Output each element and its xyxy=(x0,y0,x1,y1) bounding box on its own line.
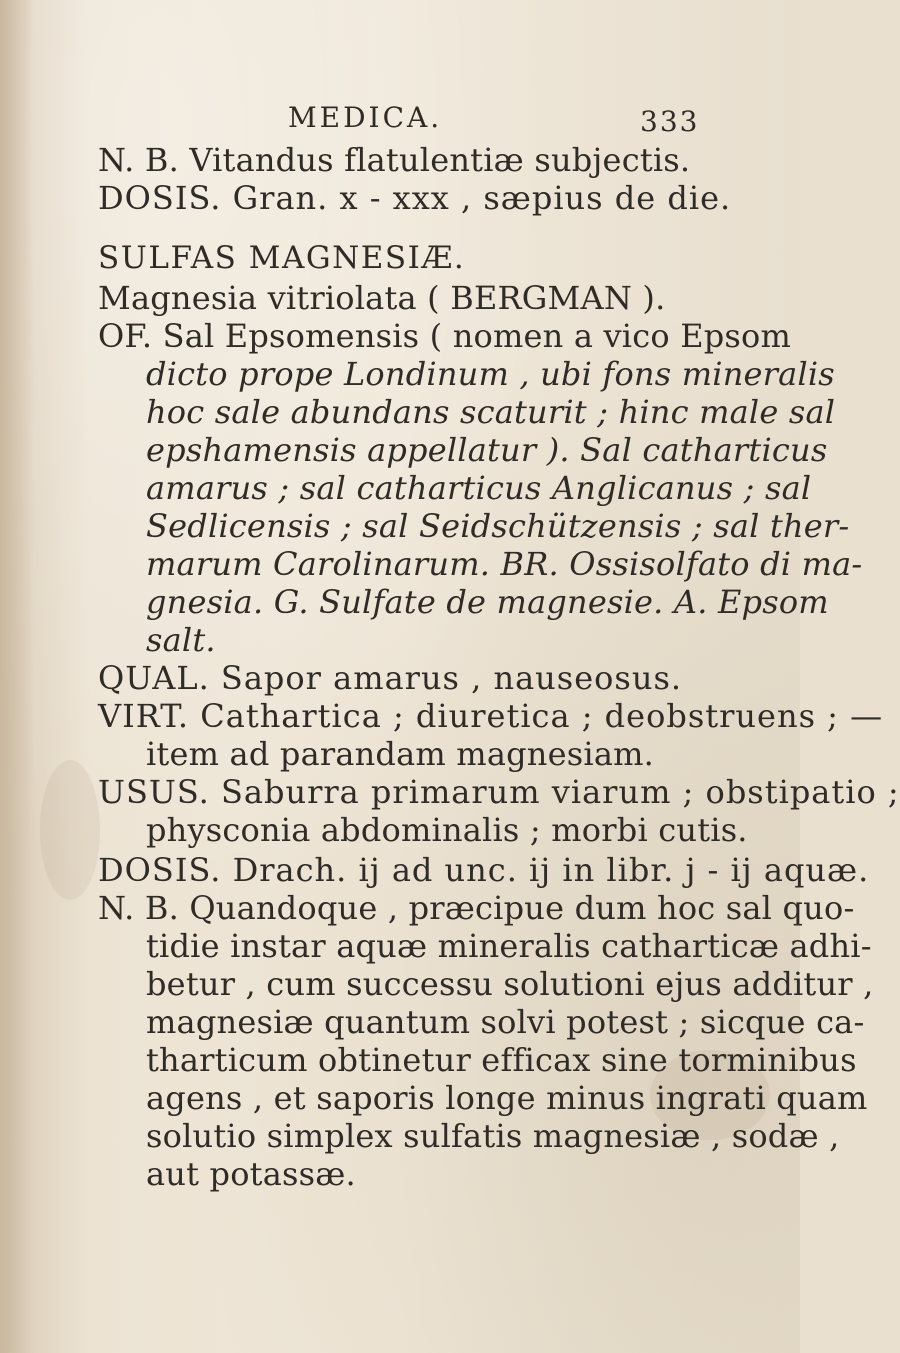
nb-line-1: N. B. Vitandus flatulentiæ subjectis. xyxy=(98,141,691,179)
nota-line-1: N. B. Quandoque , præcipue dum hoc sal quo- xyxy=(98,889,855,927)
officinal-line-6: Sedlicensis ; sal Seidschützensis ; sal ther- xyxy=(146,507,850,545)
officinal-line-7: marum Carolinarum. BR. Ossisolfato di ma- xyxy=(146,545,863,583)
synonym-line: Magnesia vitriolata ( BERGMAN ). xyxy=(98,279,666,317)
officinal-line-1: OF. Sal Epsomensis ( nomen a vico Epsom xyxy=(98,317,792,355)
section-heading: SULFAS MAGNESIÆ. xyxy=(98,240,466,276)
usus-line-2: physconia abdominalis ; morbi cutis. xyxy=(146,811,748,849)
virtus-line-2: item ad parandam magnesiam. xyxy=(146,735,655,773)
nota-line-7: solutio simplex sulfatis magnesiæ , sodæ , xyxy=(146,1117,840,1155)
dosis-line-2: DOSIS. Drach. ij ad unc. ij in libr. j - ij aquæ. xyxy=(98,851,870,889)
running-head: MEDICA. xyxy=(288,101,443,134)
nota-line-2: tidie instar aquæ mineralis catharticæ adhi- xyxy=(146,927,872,965)
nota-line-5: tharticum obtinetur efficax sine torminibus xyxy=(146,1041,857,1079)
dosis-line-1: DOSIS. Gran. x - xxx , sæpius de die. xyxy=(98,179,732,217)
officinal-line-4: epshamensis appellatur ). Sal catharticus xyxy=(146,431,828,469)
usus-line-1: USUS. Saburra primarum viarum ; obstipatio ; xyxy=(98,773,900,811)
qualitas-line: QUAL. Sapor amarus , nauseosus. xyxy=(98,659,683,697)
officinal-line-9: salt. xyxy=(146,621,216,659)
page-number: 333 xyxy=(640,105,700,138)
nota-line-6: agens , et saporis longe minus ingrati quam xyxy=(146,1079,868,1117)
officinal-line-5: amarus ; sal catharticus Anglicanus ; sal xyxy=(146,469,812,507)
officinal-line-8: gnesia. G. Sulfate de magnesie. A. Epsom xyxy=(146,583,829,621)
nota-line-8: aut potassæ. xyxy=(146,1155,356,1193)
officinal-line-2: dicto prope Londinum , ubi fons mineralis xyxy=(146,355,835,393)
nota-line-4: magnesiæ quantum solvi potest ; sicque ca- xyxy=(146,1003,865,1041)
virtus-line-1: VIRT. Cathartica ; diuretica ; deobstruens ; — xyxy=(98,697,884,735)
officinal-line-3: hoc sale abundans scaturit ; hinc male sal xyxy=(146,393,836,431)
nota-line-3: betur , cum successu solutioni ejus additur , xyxy=(146,965,874,1003)
